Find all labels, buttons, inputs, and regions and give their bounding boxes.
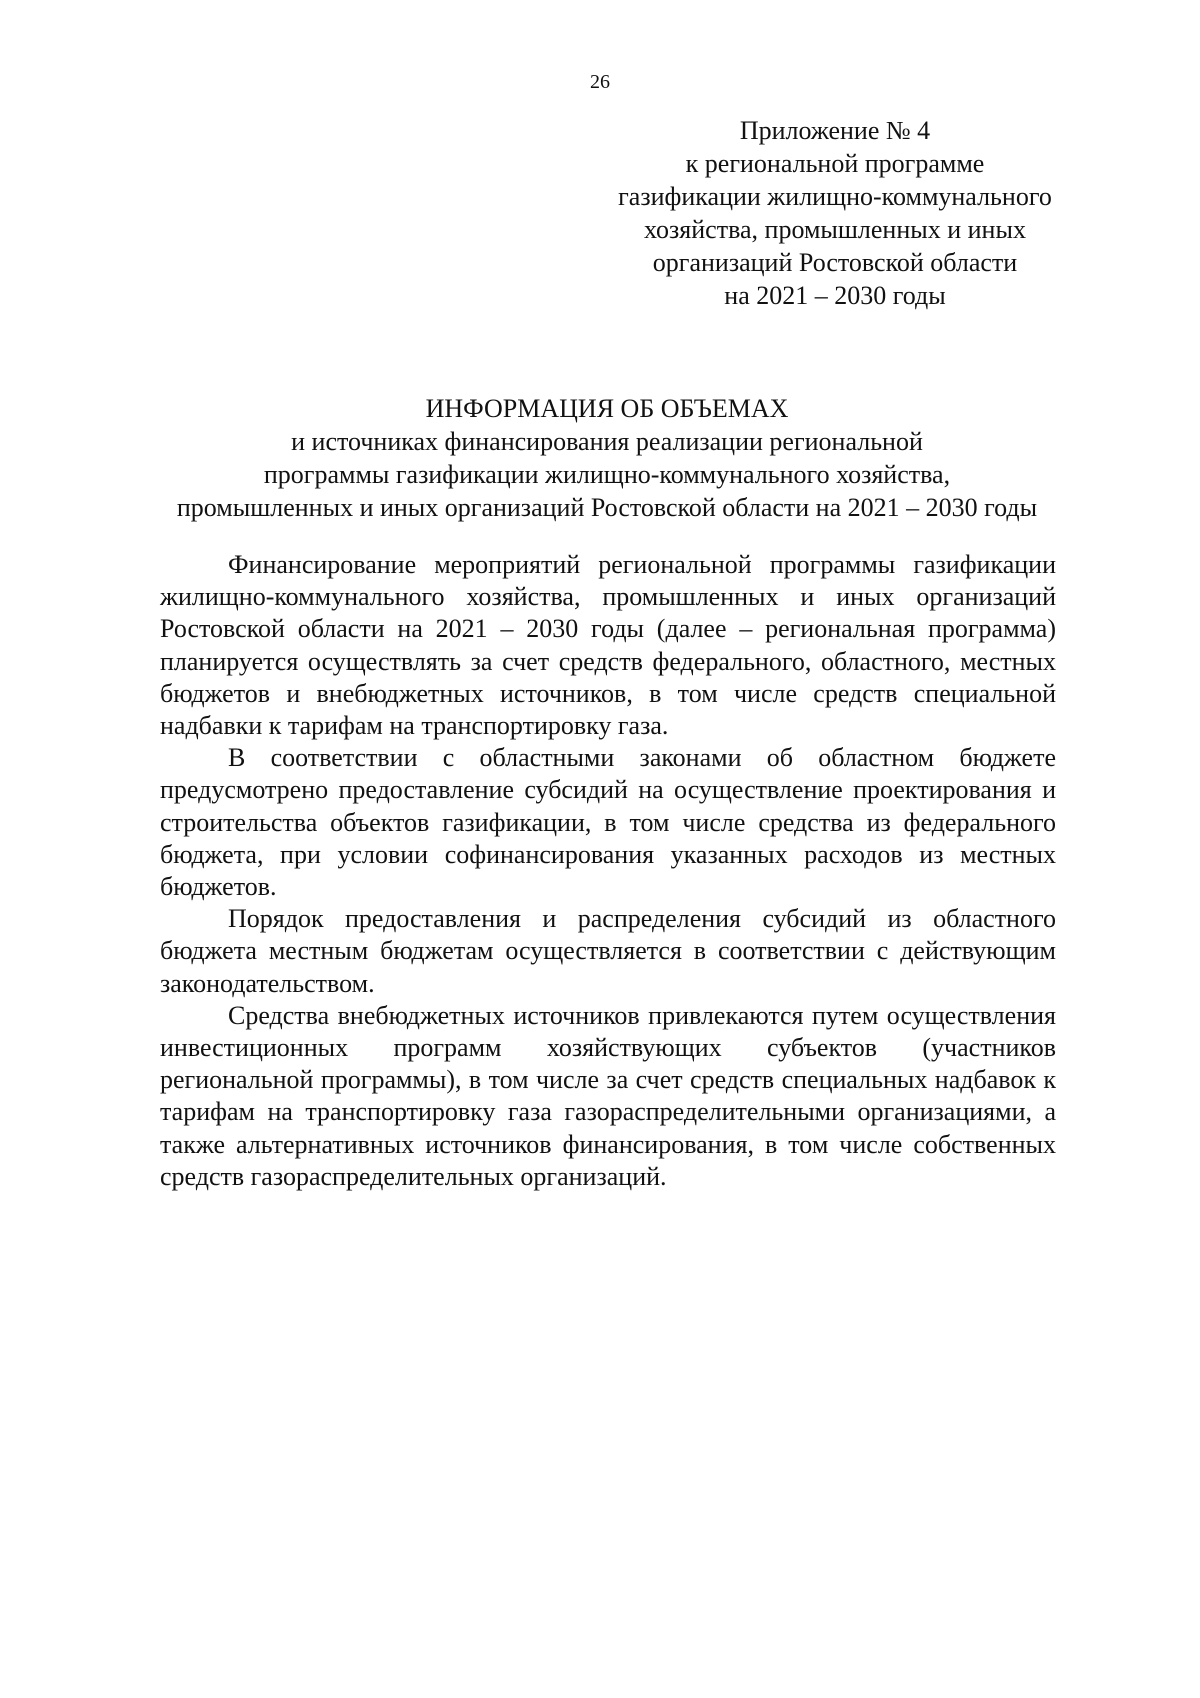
appendix-header: [610, 114, 1060, 312]
document-title: [60, 392, 1154, 524]
appendix-line: на 2021 – 2030 годы: [724, 281, 946, 310]
title-line: промышленных и иных организаций Ростовской области на 2021 – 2030 годы: [176, 493, 1038, 522]
appendix-line: Приложение № 4: [739, 116, 931, 145]
title-line: и источниках финансирования реализации региональной: [291, 427, 923, 456]
appendix-line: хозяйства, промышленных и иных: [644, 215, 1026, 244]
body-paragraph: Порядок предоставления и распределения субсидий из областного бюджета местным бюджетам осуществляется в соответствии с действующим законодательством.: [160, 904, 1056, 998]
title-line: ИНФОРМАЦИЯ ОБ ОБЪЕМАХ: [425, 394, 789, 423]
appendix-line: газификации жилищно-коммунального: [618, 182, 1052, 211]
page-number: 26: [590, 71, 610, 93]
appendix-line: организаций Ростовской области: [652, 248, 1018, 277]
body-paragraph: Средства внебюджетных источников привлекаются путем осуществления инвестиционных программ хозяйствующих субъектов (участников региональной программы), в том числе за счет средств специальных надбавок к тарифам на транспортировку газа газораспределительными организациями, а также альтернативных источников финансирования, в том числе собственных средств газораспределительных организаций.: [160, 1000, 1056, 1191]
body-paragraph: Финансирование мероприятий региональной программы газификации жилищно-коммунального хозяйства, промышленных и иных организаций Ростовской области на 2021 – 2030 годы (далее – региональная программа) планируется осуществлять за счет средств федерального, областного, местных бюджетов и внебюджетных источников, в том числе средств специальной надбавки к тарифам на транспортировку газа.: [160, 550, 1056, 741]
title-line: программы газификации жилищно-коммунального хозяйства,: [263, 460, 951, 489]
appendix-line: к региональной программе: [685, 149, 985, 178]
document-body: [160, 549, 1056, 1193]
body-paragraph: В соответствии с областными законами об областном бюджете предусмотрено предоставление субсидий на осуществление проектирования и строительства объектов газификации, в том числе средства из федерального бюджета, при условии софинансирования указанных расходов из местных бюджетов.: [160, 743, 1056, 902]
